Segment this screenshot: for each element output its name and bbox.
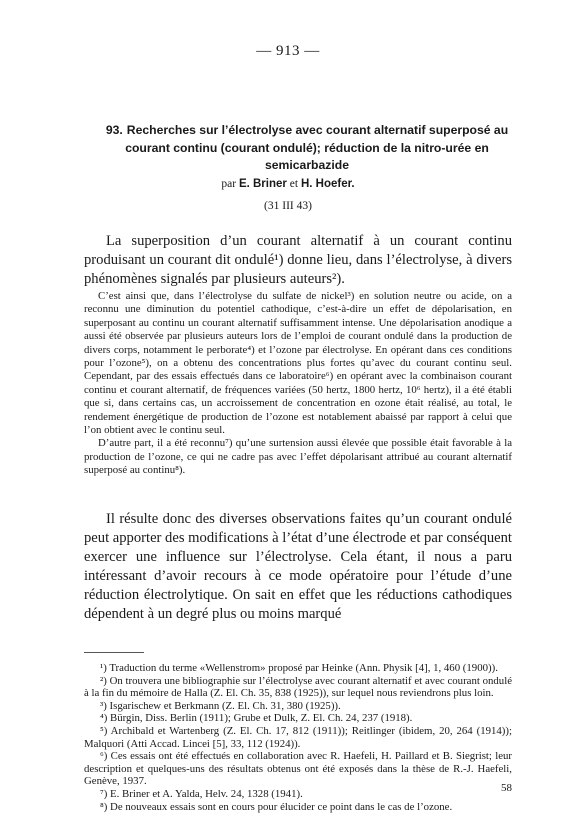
footnotes (84, 662, 512, 813)
paragraph-4: Il résulte donc des diverses observations faites qu’un courant ondulé peut apporter des modifications à l’état d’une électrode et par conséquent exercer une influence sur l’électrolyse. Cela étant, il nous a paru intéressant d’avoir recours à ce mode opératoire pour l’étude d’une réduction électrolytique. On sait en effet que les réductions cathodiques dépendent à un degré plus ou moins marqué (84, 511, 512, 622)
footnote-3: ³) Isgarischew et Berkmann (Z. El. Ch. 31, 380 (1925)). (100, 699, 341, 712)
footnote-1: ¹) Traduction du terme «Wellenstrom» proposé par Heinke (Ann. Physik [4], 1, 460 (1900)). (100, 662, 498, 674)
author-1: E. Briner (238, 178, 287, 190)
authors-prefix: par (221, 178, 237, 190)
footnote-rule (84, 652, 144, 653)
footnote-8: ⁸) De nouveaux essais sont en cours pour élucider ce point dans le cas de l’ozone. (100, 800, 453, 813)
footnote-4: ⁴) Bürgin, Diss. Berlin (1911); Grube et Dulk, Z. El. Ch. 24, 237 (1918). (100, 712, 413, 725)
footnote-7: ⁷) E. Briner et A. Yalda, Helv. 24, 1328 (1941). (100, 787, 303, 800)
footnote-2: ²) On trouvera une bibliographie sur l’électrolyse avec courant alternatif et avec courant ondulé à la fin du mémoire de Halla (Z. El. Ch. 35, 838 (1925)), sur lequel nous reviendrons plus loin. (84, 674, 512, 700)
footnote-5: ⁵) Archibald et Wartenberg (Z. El. Ch. 17, 812 (1911)); Reitlinger (ibidem, 20, 264 (1914)); Malquori (Atti Accad. Lincei [5], 33, 112 (1924)). (84, 724, 512, 750)
signature-mark: 58 (501, 782, 512, 794)
page-number: — 913 — (256, 43, 320, 59)
authors-and: et (289, 178, 299, 190)
author-2: H. Hoefer. (300, 178, 355, 190)
paragraph-2: C’est ainsi que, dans l’électrolyse du sulfate de nickel³) en solution neutre ou acide, on a reconnu une diminution du potentiel cathodique, c’est-à-dire un effet de dépolarisation, en superposant au continu un courant alternatif suffisamment intense. Une dépolarisation anodique a aussi été observée par plusieurs auteurs lors de l’emploi de courant ondulé dans la production de divers corps, notamment le perborate⁴) et l’ozone par électrolyse. En opérant dans ces conditions pour l’ozone⁵), on a obtenu des concentrations plus fortes qu’avec du courant continu seul. Cependant, par des essais effectués dans ce laboratoire⁶) en opérant avec la combinaison courant continu et courant alternatif, de fréquences variées (50 hertz, 1800 hertz, 10⁶ hertz), il a été établi que si, dans certains cas, un accroissement de concentration en ozone était réalisé, au total, le rendement énergétique de production de l’ozone est notablement abaissé par rapport à celui que l’on obtient avec le continu seul. (84, 290, 512, 437)
article-title-block (92, 122, 522, 175)
paragraph-3: D’autre part, il a été reconnu⁷) qu’une surtension aussi élevée que possible était favorable à la production de l’ozone, ce qui ne cadre pas avec l’effet dépolarisant attribué au courant alternatif superposé au continu⁸). (84, 437, 512, 477)
footnote-6: ⁶) Ces essais ont été effectués en collaboration avec R. Haefeli, H. Paillard et B. Siegrist; leur description et quelques-uns des résultats obtenus ont été exposés dans la thèse de R.-J. Haefeli, Genève, 1937. (84, 750, 512, 788)
paragraph-intro (84, 232, 512, 289)
authors-line (0, 178, 576, 190)
paragraph-1: La superposition d’un courant alternatif à un courant continu produisant un courant dit ondulé¹) donne lieu, dans l’électrolyse, à divers phénomènes signalés par plusieurs auteurs²). (84, 233, 512, 287)
paragraph-block-large (84, 510, 512, 624)
article-number: 93. (105, 123, 123, 137)
paragraph-block-small (84, 290, 512, 478)
received-date: (31 III 43) (264, 200, 312, 212)
article-title: Recherches sur l’électrolyse avec courant alternatif superposé au courant continu (courant ondulé); réduction de la nitro-urée en semicarbazide (125, 123, 509, 172)
